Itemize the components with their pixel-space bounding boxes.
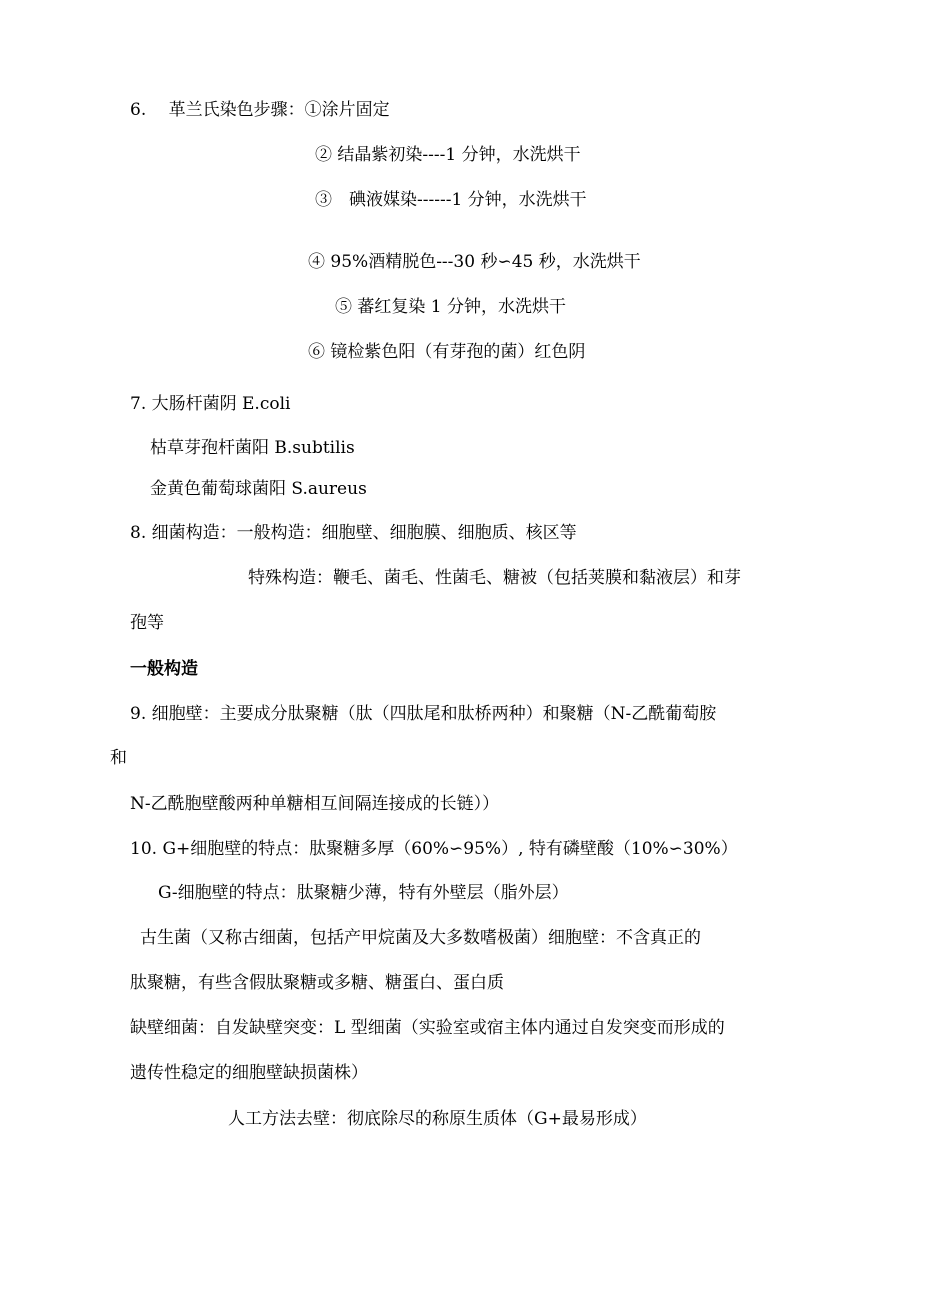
item-9-cell-wall: 9. 细胞壁：主要成分肽聚糖（肽（四肽尾和肽桥两种）和聚糖（N-乙酰葡萄胺: [130, 704, 717, 724]
item-9-cell-wall-cont: 和: [110, 748, 127, 768]
gram-stain-step-2: ② 结晶紫初染----1 分钟，水洗烘干: [315, 145, 581, 165]
gram-stain-step-3: ③ 碘液媒染------1 分钟，水洗烘干: [315, 190, 587, 210]
item-7-saureus: 金黄色葡萄球菌阳 S.aureus: [150, 479, 367, 499]
section-heading-general-structure: 一般构造: [130, 659, 198, 679]
wall-deficient-bacteria: 缺壁细菌：自发缺壁突变：L 型细菌（实验室或宿主体内通过自发突变而形成的: [130, 1018, 725, 1038]
item-8-special-structure: 特殊构造：鞭毛、菌毛、性菌毛、糖被（包括荚膜和黏液层）和芽: [248, 568, 741, 588]
gram-stain-step-6: ⑥ 镜检紫色阳（有芽孢的菌）红色阴: [308, 342, 586, 362]
protoplast-line: 人工方法去壁：彻底除尽的称原生质体（G+最易形成）: [228, 1109, 647, 1129]
item-6-heading: 6. 革兰氏染色步骤：①涂片固定: [130, 100, 390, 120]
item-8-special-structure-cont: 孢等: [130, 613, 164, 633]
archaea-cell-wall-cont: 肽聚糖，有些含假肽聚糖或多糖、糖蛋白、蛋白质: [130, 973, 504, 993]
item-10-gram-negative: G-细胞壁的特点：肽聚糖少薄，特有外壁层（脂外层）: [158, 883, 569, 903]
wall-deficient-bacteria-cont: 遗传性稳定的细胞壁缺损菌株）: [130, 1063, 368, 1083]
item-10-gram-positive: 10. G+细胞壁的特点：肽聚糖多厚（60%∽95%）, 特有磷壁酸（10%∽30%）: [130, 839, 738, 859]
item-8-structure: 8. 细菌构造：一般构造：细胞壁、细胞膜、细胞质、核区等: [130, 523, 577, 543]
item-7-ecoli: 7. 大肠杆菌阴 E.coli: [130, 394, 291, 414]
archaea-cell-wall: 古生菌（又称古细菌，包括产甲烷菌及大多数嗜极菌）细胞壁：不含真正的: [140, 928, 701, 948]
gram-stain-step-4: ④ 95%酒精脱色---30 秒∽45 秒，水洗烘干: [308, 252, 641, 272]
item-9-cell-wall-cont-2: N-乙酰胞壁酸两种单糖相互间隔连接成的长链））: [130, 794, 500, 814]
item-7-bsubtilis: 枯草芽孢杆菌阳 B.subtilis: [150, 438, 355, 458]
gram-stain-step-5: ⑤ 蕃红复染 1 分钟，水洗烘干: [335, 297, 567, 317]
